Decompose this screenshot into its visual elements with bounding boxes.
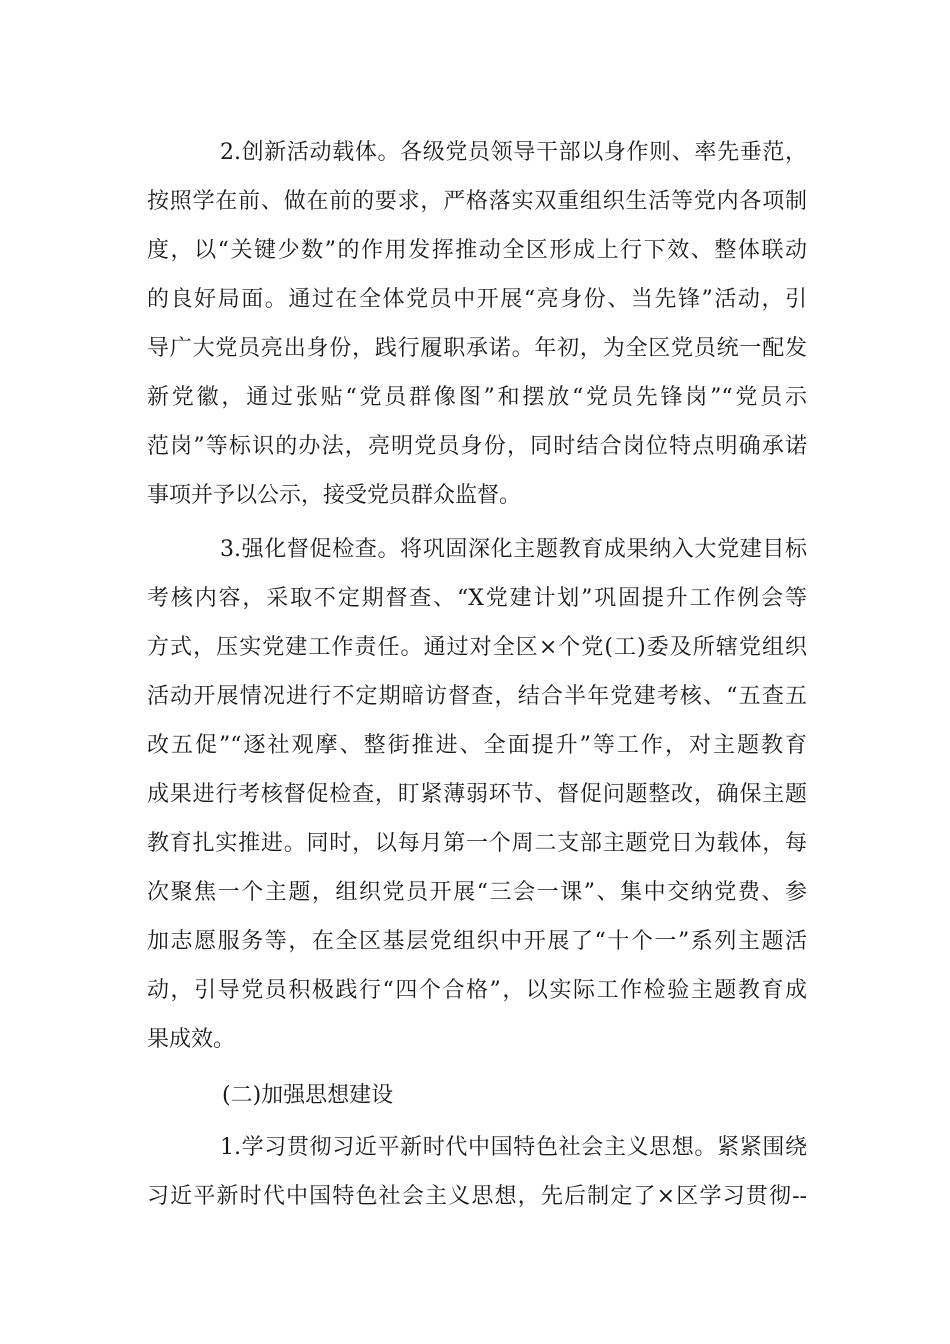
text-line: 活动开展情况进行不定期暗访督查，结合半年党建考核、“五查五 xyxy=(147,684,807,709)
section-heading: (二)加强思想建设 xyxy=(222,1083,394,1108)
text-line: 导广大党员亮出身份，践行履职承诺。年初，为全区党员统一配发 xyxy=(147,336,807,361)
text-line: 事项并予以公示，接受党员群众监督。 xyxy=(147,483,522,508)
text-line: 成果进行考核督促检查，盯紧薄弱环节、督促问题整改，确保主题 xyxy=(147,782,807,807)
text-line: 果成效。 xyxy=(147,1027,236,1052)
text-line: 改五促”“逐社观摩、整街推进、全面提升”等工作，对主题教育 xyxy=(147,733,807,758)
text-line: 教育扎实推进。同时，以每月第一个周二支部主题党日为载体，每 xyxy=(147,831,807,856)
text-line: 度，以“关键少数”的作用发挥推动全区形成上行下效、整体联动 xyxy=(147,238,807,263)
text-line: 新党徽，通过张贴“党员群像图”和摆放“党员先锋岗”“党员示 xyxy=(147,385,807,410)
text-line: 次聚焦一个主题，组织党员开展“三会一课”、集中交纳党费、参 xyxy=(147,880,807,905)
text-line: 习近平新时代中国特色社会主义思想，先后制定了×区学习贯彻-- xyxy=(147,1184,807,1209)
text-line: 动，引导党员积极践行“四个合格”，以实际工作检验主题教育成 xyxy=(147,978,807,1003)
text-line: 按照学在前、做在前的要求，严格落实双重组织生活等党内各项制 xyxy=(147,189,807,214)
text-line: 考核内容，采取不定期督查、“X党建计划”巩固提升工作例会等 xyxy=(147,586,807,611)
text-line: 方式，压实党建工作责任。通过对全区×个党(工)委及所辖党组织 xyxy=(147,635,807,660)
text-line: 加志愿服务等，在全区基层党组织中开展了“十个一”系列主题活 xyxy=(147,929,807,954)
text-line: 2.创新活动载体。各级党员领导干部以身作则、率先垂范， xyxy=(220,140,807,165)
text-line: 的良好局面。通过在全体党员中开展“亮身份、当先锋”活动，引 xyxy=(147,287,807,312)
text-line: 3.强化督促检查。将巩固深化主题教育成果纳入大党建目标 xyxy=(220,537,807,562)
text-line: 1.学习贯彻习近平新时代中国特色社会主义思想。紧紧围绕 xyxy=(220,1135,807,1160)
text-line: 范岗”等标识的办法，亮明党员身份，同时结合岗位特点明确承诺 xyxy=(147,434,807,459)
